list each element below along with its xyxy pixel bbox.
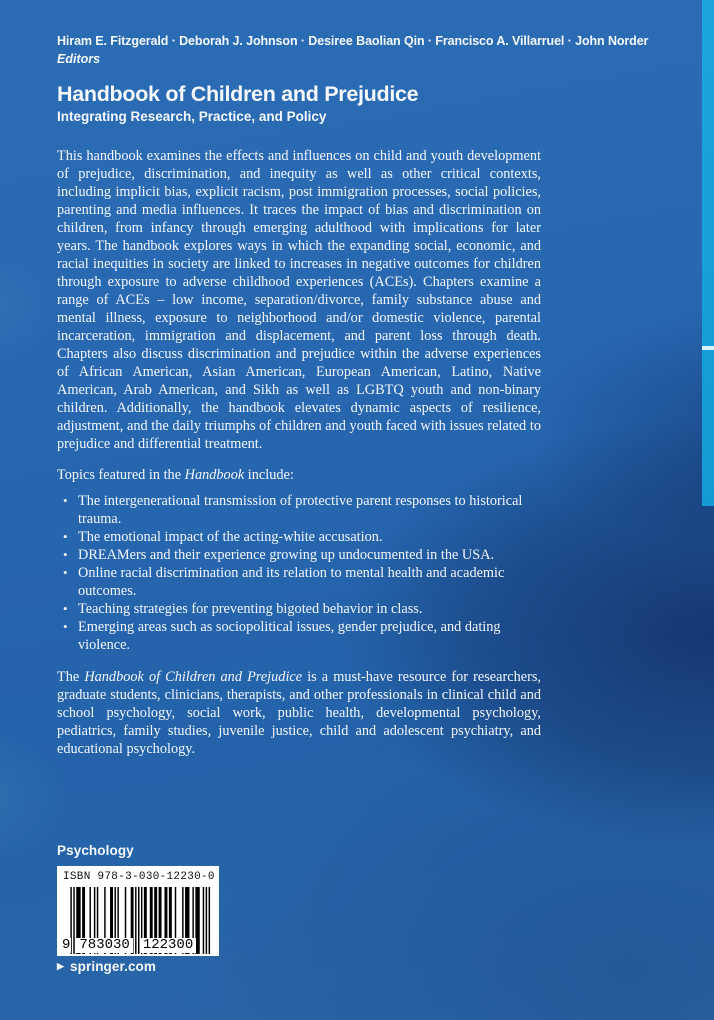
ean-digit-group: 122300 <box>140 938 196 953</box>
topics-list <box>57 492 541 654</box>
topic-item: • The emotional impact of the acting-white accusation. <box>57 528 541 546</box>
accent-strip-tick <box>702 346 714 350</box>
closing-paragraph: The Handbook of Children and Prejudice is a must-have resource for researchers, graduate students, clinicians, therapists, and other professionals in clinical child and school psychology, social work, public health, developmental psychology, pediatrics, family studies, juvenile justice, child and adolescent psychiatry, and educational psychology. <box>57 669 541 757</box>
topic-item: • Emerging areas such as sociopolitical issues, gender prejudice, and dating violence. <box>57 618 541 654</box>
accent-strip <box>702 0 714 506</box>
publisher-link: springer.com <box>70 959 157 974</box>
ean-digit-group: 9 <box>62 937 71 953</box>
back-cover-blurb <box>57 147 541 758</box>
authors-line: Hiram E. Fitzgerald · Deborah J. Johnson · Desiree Baolian Qin · Francisco A. Villarruel · John Norder <box>57 34 649 48</box>
topic-item: • Online racial discrimination and its relation to mental health and academic outcomes. <box>57 564 541 600</box>
category-label: Psychology <box>57 843 134 858</box>
topic-item: • Teaching strategies for preventing bigoted behavior in class. <box>57 600 541 618</box>
isbn-barcode-panel <box>57 866 219 956</box>
publisher-arrow-icon: ▶ <box>57 961 65 971</box>
book-title: Handbook of Children and Prejudice <box>57 82 419 106</box>
topic-item: • The intergenerational transmission of protective parent responses to historical trauma. <box>57 492 541 528</box>
editors-label: Editors <box>57 52 101 66</box>
ean-digits <box>63 937 213 953</box>
publisher-line <box>57 959 156 974</box>
book-subtitle: Integrating Research, Practice, and Policy <box>57 109 327 124</box>
ean-barcode <box>63 887 213 954</box>
ean-digit-group: 783030 <box>76 938 132 953</box>
topics-intro: Topics featured in the Handbook include: <box>57 467 294 483</box>
isbn-label: ISBN 978-3-030-12230-0 <box>63 871 215 883</box>
description-paragraph: This handbook examines the effects and influences on child and youth development of prejudice, discrimination, and inequity as well as other critical contexts, including implicit bias, explicit racism, post immigration processes, social policies, parenting and media influences. It traces the impact of bias and discrimination on children, from infancy through emerging adulthood with implications for later years. The handbook explores ways in which the expanding social, economic, and racial inequities in society are linked to increases in negative outcomes for children through exposure to adverse childhood experiences (ACEs). Chapters examine a range of ACEs – low income, separation/divorce, family substance abuse and mental illness, exposure to neighborhood and/or domestic violence, parental incarceration, immigration and displacement, and parent loss through death. Chapters also discuss discrimination and prejudice within the adverse experiences of African American, Asian American, European American, Latino, Native American, Arab American, and Sikh as well as LGBTQ youth and non-binary children. Additionally, the handbook elevates dynamic aspects of resilience, adjustment, and the daily triumphs of children and youth faced with issues related to prejudice and differential treatment. <box>57 148 541 452</box>
topic-item: • DREAMers and their experience growing up undocumented in the USA. <box>57 546 541 564</box>
cover-header <box>57 33 649 125</box>
